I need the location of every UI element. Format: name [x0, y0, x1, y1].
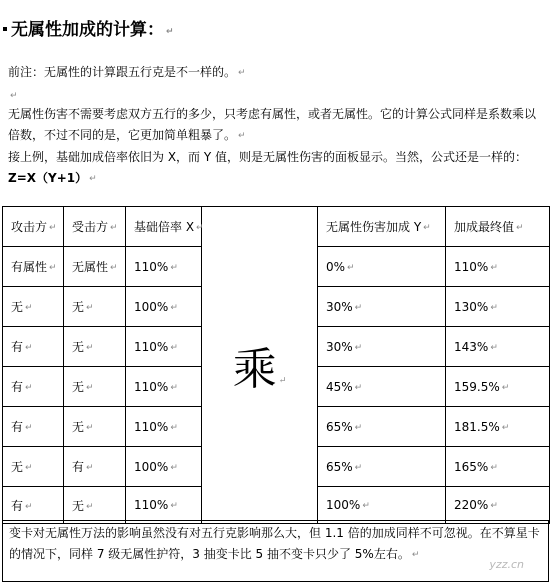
preface-note-text: 前注：无属性的计算跟五行克是不一样的。	[8, 65, 237, 79]
paragraph-mark-icon: ↵	[490, 501, 498, 511]
table-cell	[446, 247, 550, 287]
header-cell-text: 受击方	[72, 220, 109, 234]
table-cell	[446, 407, 550, 447]
paragraph-mark-icon: ↵	[354, 462, 363, 473]
table-cell-text: 有	[11, 340, 24, 354]
table-header-row	[3, 207, 550, 247]
paragraph-1-text: 无属性伤害不需要考虑双方五行的多少，只考虑有属性，或者无属性。它的计算公式同样是系数乘以倍数，不过不同的是，它更加简单粗暴了。	[8, 107, 537, 142]
table-cell	[3, 287, 64, 327]
paragraph-mark-icon: ↵	[170, 382, 178, 393]
section-heading	[0, 18, 550, 44]
paragraph-mark-icon: ↵	[170, 422, 178, 433]
table-cell	[64, 487, 126, 524]
table-cell	[126, 407, 202, 447]
paragraph-mark-icon: ↵	[516, 223, 524, 233]
header-cell	[64, 207, 126, 247]
table-cell	[64, 367, 126, 407]
header-cell-text: 无属性伤害加成 Y	[326, 220, 422, 234]
paragraph-mark-icon: ↵	[501, 382, 510, 393]
paragraph-mark-icon: ↵	[25, 463, 33, 473]
table-cell-text: 100%	[326, 498, 361, 512]
table-cell	[126, 487, 202, 524]
paragraph-mark-icon: ↵	[49, 263, 57, 273]
table-cell-text: 65%	[326, 459, 353, 474]
paragraph-mark-icon: ↵	[25, 383, 33, 393]
paragraph-mark-icon: ↵	[354, 342, 363, 353]
table-cell	[126, 447, 202, 487]
heading-bullet	[3, 27, 7, 31]
paragraph-mark-icon: ↵	[170, 501, 178, 511]
paragraph-mark-icon: ↵	[86, 303, 94, 313]
table-cell-text: 220%	[454, 498, 489, 512]
watermark: yzz.cn	[489, 558, 524, 571]
table-cell	[64, 447, 126, 487]
table-cell-text: 181.5%	[454, 419, 500, 434]
header-cell	[318, 207, 446, 247]
table-cell	[446, 287, 550, 327]
paragraph-mark-icon: ↵	[86, 423, 94, 433]
heading-text: 无属性加成的计算：	[11, 20, 164, 40]
table-cell-text: 100%	[134, 459, 169, 474]
table-cell	[318, 247, 446, 287]
paragraph-mark-icon: ↵	[170, 302, 178, 313]
table-cell-text: 有	[11, 420, 24, 434]
table-cell-text: 有属性	[11, 260, 48, 274]
footer-text: 变卡对无属性万法的影响虽然没有对五行克影响那么大，但 1.1 倍的加成同样不可忽视。在不算星卡的情况下，同样 7 级无属性护符，3 抽变卡比 5 抽不变卡只少了 5%左右。	[9, 526, 540, 561]
table-cell	[3, 327, 64, 367]
paragraph-mark-icon: ↵	[238, 68, 246, 78]
table-cell-text: 无	[11, 460, 24, 474]
paragraph-2	[8, 147, 544, 190]
paragraph-mark-icon: ↵	[170, 342, 178, 353]
table-cell	[126, 367, 202, 407]
paragraph-mark-icon: ↵	[347, 262, 355, 273]
paragraph-mark-icon: ↵	[86, 501, 94, 512]
paragraph-mark-icon: ↵	[10, 91, 18, 101]
table-cell	[3, 447, 64, 487]
header-cell-text: 攻击方	[11, 220, 48, 234]
paragraph-mark-icon: ↵	[25, 501, 33, 512]
table-cell	[3, 407, 64, 447]
table-cell	[446, 327, 550, 367]
paragraph-mark-icon: ↵	[362, 501, 370, 511]
table-cell-text: 100%	[134, 299, 169, 314]
table-cell	[64, 287, 126, 327]
table-cell	[446, 487, 550, 524]
table-cell	[318, 407, 446, 447]
table-cell	[126, 287, 202, 327]
table-cell-text: 110%	[134, 339, 169, 354]
paragraph-mark-icon: ↵	[278, 376, 287, 386]
paragraph-mark-icon: ↵	[25, 423, 33, 433]
paragraph-mark-icon: ↵	[86, 463, 94, 473]
header-cell	[126, 207, 202, 247]
table-cell-text: 30%	[326, 299, 353, 314]
table-cell-text: 无	[72, 380, 85, 394]
table-cell	[318, 287, 446, 327]
paragraph-mark-icon: ↵	[89, 174, 97, 184]
paragraph-mark-icon: ↵	[110, 263, 118, 273]
header-cell-text: 加成最终值	[454, 220, 515, 234]
paragraph-mark-icon: ↵	[411, 550, 420, 560]
bonus-table	[2, 206, 550, 524]
paragraph-mark-icon: ↵	[354, 422, 363, 433]
table-cell-text: 110%	[134, 379, 169, 394]
table-cell	[126, 327, 202, 367]
paragraph-mark-icon: ↵	[170, 462, 178, 473]
paragraph-mark-icon: ↵	[490, 342, 498, 353]
table-cell	[318, 447, 446, 487]
header-cell	[3, 207, 64, 247]
table-cell	[64, 247, 126, 287]
formula-text: Z=X（Y+1）	[8, 171, 88, 185]
paragraph-mark-icon: ↵	[25, 303, 33, 313]
table-cell	[126, 247, 202, 287]
paragraph-mark-icon: ↵	[110, 223, 118, 233]
table-cell-text: 无	[11, 300, 24, 314]
table-cell	[318, 327, 446, 367]
paragraph-mark-icon: ↵	[196, 223, 204, 233]
paragraph-mark-icon: ↵	[490, 262, 498, 273]
table-cell-text: 30%	[326, 339, 353, 354]
table-cell-text: 无	[72, 420, 85, 434]
paragraph-mark-icon: ↵	[490, 302, 498, 313]
paragraph-mark-icon: ↵	[166, 27, 174, 37]
table-cell-text: 110%	[134, 498, 169, 512]
multiply-symbol-text: 乘	[232, 344, 277, 395]
table-cell	[318, 487, 446, 524]
paragraph-mark-icon: ↵	[86, 383, 94, 393]
footer-note	[2, 520, 549, 582]
table-cell-text: 无	[72, 498, 85, 513]
paragraph-2-text: 接上例，基础加成倍率依旧为 X，而 Y 值，则是无属性伤害的面板显示。当然，公式还是一样的：	[8, 150, 527, 164]
table-cell-text: 无	[72, 340, 85, 354]
table-cell	[446, 447, 550, 487]
paragraph-mark-icon: ↵	[490, 462, 498, 473]
table-cell-text: 159.5%	[454, 379, 500, 394]
table-cell-text: 110%	[134, 419, 169, 434]
header-cell-text: 基础倍率 X	[134, 220, 195, 234]
table-cell	[3, 367, 64, 407]
table-cell-text: 有	[11, 380, 24, 394]
header-cell	[446, 207, 550, 247]
table-cell-text: 110%	[134, 259, 169, 274]
paragraph-mark-icon: ↵	[354, 382, 363, 393]
multiply-symbol	[202, 207, 318, 524]
table-cell	[3, 487, 64, 524]
paragraph-mark-icon: ↵	[238, 131, 246, 141]
paragraph-mark-icon: ↵	[49, 223, 57, 233]
paragraph-mark-icon: ↵	[354, 302, 363, 313]
table-cell-text: 65%	[326, 419, 353, 434]
table-cell	[64, 327, 126, 367]
table-cell	[446, 367, 550, 407]
table-cell-text: 无属性	[72, 260, 109, 274]
table-cell	[64, 407, 126, 447]
preface-note	[8, 62, 544, 84]
table-cell-text: 有	[72, 460, 85, 474]
paragraph-mark-icon: ↵	[501, 422, 510, 433]
paragraph-1	[8, 104, 544, 147]
paragraph-mark-icon: ↵	[170, 262, 178, 273]
table-cell-text: 45%	[326, 379, 353, 394]
table-cell	[318, 367, 446, 407]
paragraph-mark-icon: ↵	[86, 343, 94, 353]
paragraph-mark-icon: ↵	[423, 223, 431, 233]
table-cell-text: 0%	[326, 259, 346, 274]
body-paragraphs	[8, 104, 544, 190]
table-cell-text: 有	[11, 498, 24, 513]
table-cell-text: 130%	[454, 299, 489, 314]
table-cell-text: 无	[72, 300, 85, 314]
table-cell-text: 143%	[454, 339, 489, 354]
paragraph-mark-icon: ↵	[25, 343, 33, 353]
table-cell-text: 110%	[454, 259, 489, 274]
table-cell	[3, 247, 64, 287]
table-cell-text: 165%	[454, 459, 489, 474]
